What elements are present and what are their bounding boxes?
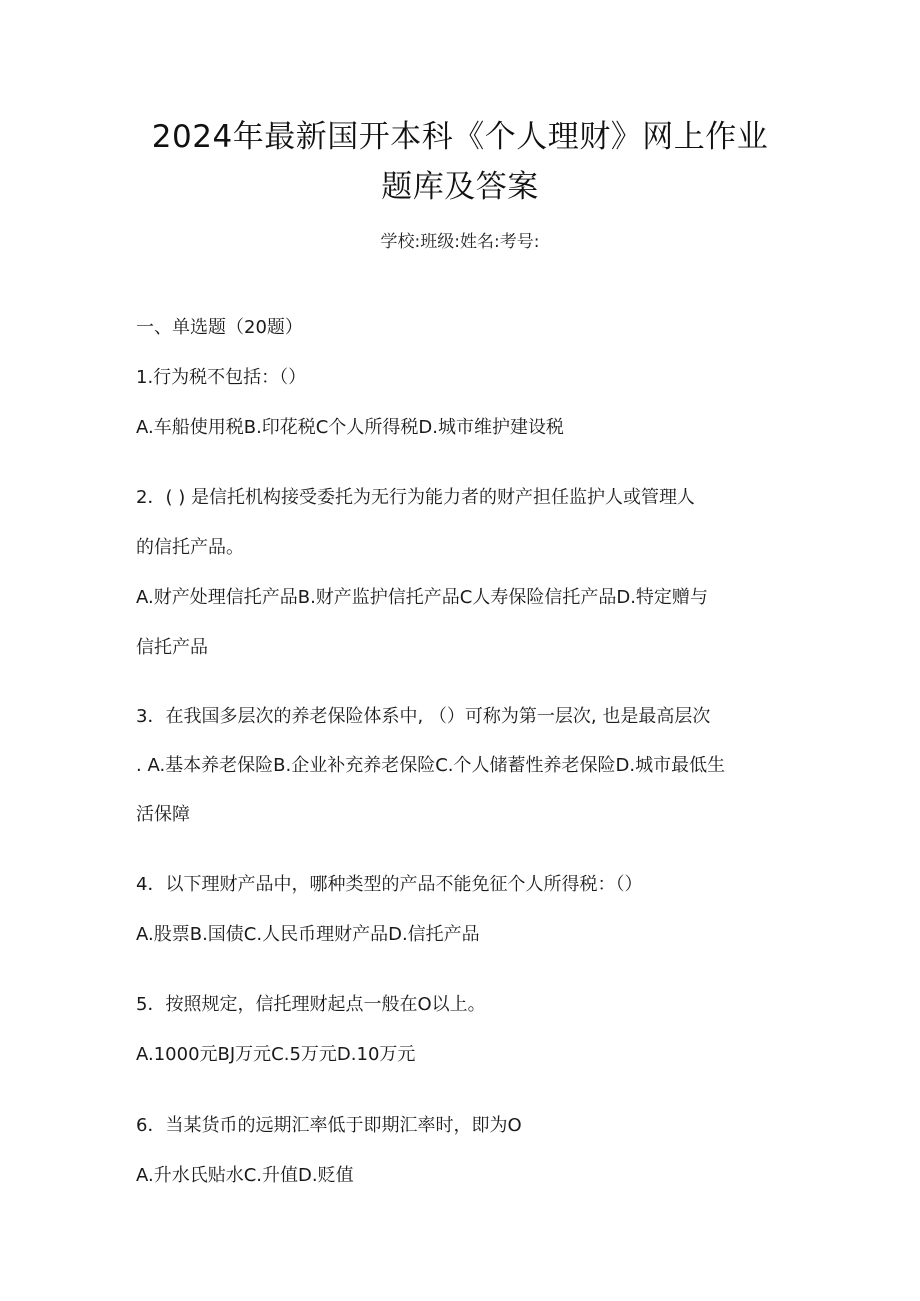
question-4: 4．以下理财产品中，哪种类型的产品不能免征个人所得税：（） xyxy=(136,874,643,895)
question-2-continued: 的信托产品。 xyxy=(136,537,244,558)
question-5-options: A.1000元BJ万元C.5万元D.10万元 xyxy=(136,1044,416,1065)
question-1-options: A.车船使用税B.印花税C个人所得税D.城市维护建设税 xyxy=(136,417,564,438)
question-3: 3．在我国多层次的养老保险体系中, （）可称为第一层次, 也是最高层次 xyxy=(136,706,711,727)
question-6: 6．当某货币的远期汇率低于即期汇率时，即为O xyxy=(136,1115,522,1136)
question-3-options-continued: 活保障 xyxy=(136,804,190,825)
question-4-options: A.股票B.国债C.人民币理财产品D.信托产品 xyxy=(136,924,480,945)
question-2: 2．( ) 是信托机构接受委托为无行为能力者的财产担任监护人或管理人 xyxy=(136,487,695,508)
question-2-options: A.财产处理信托产品B.财产监护信托产品C人寿保险信托产品D.特定赠与 xyxy=(136,587,708,608)
question-5: 5．按照规定，信托理财起点一般在O以上。 xyxy=(136,994,486,1015)
question-6-options: A.升水氏贴水C.升值D.贬值 xyxy=(136,1165,354,1186)
document-title-line-2: 题库及答案 xyxy=(381,169,539,205)
document-title-line-1: 2024年最新国开本科《个人理财》网上作业 xyxy=(151,119,769,155)
question-3-options: . A.基本养老保险B.企业补充养老保险C.个人储蓄性养老保险D.城市最低生 xyxy=(136,755,726,776)
section-heading: 一、单选题（20题） xyxy=(136,317,303,338)
question-2-options-continued: 信托产品 xyxy=(136,637,208,658)
student-info-line: 学校:班级:姓名:考号: xyxy=(380,232,540,252)
question-1: 1.行为税不包括：（） xyxy=(136,367,307,388)
